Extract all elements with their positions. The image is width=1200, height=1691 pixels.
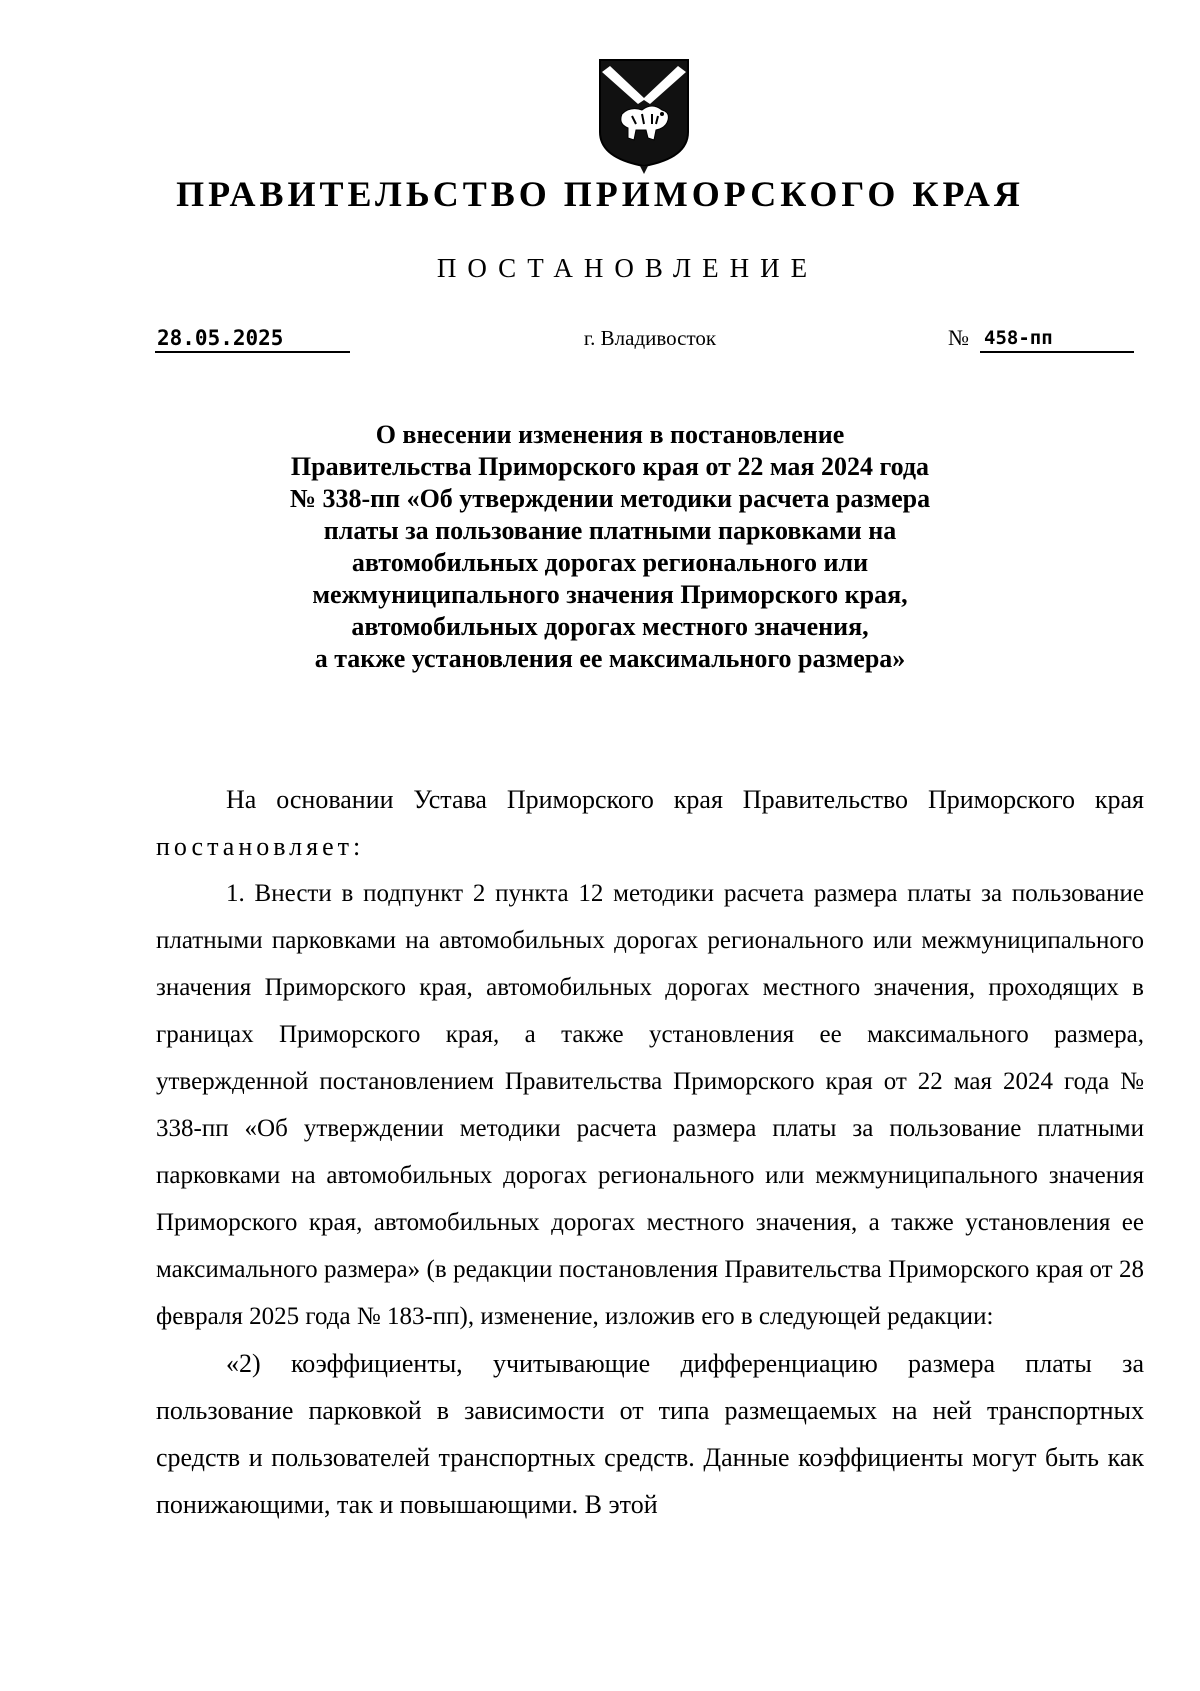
document-type: ПОСТАНОВЛЕНИЕ <box>436 253 819 283</box>
preamble-text: На основании Устава Приморского края Правительство Приморского края <box>226 785 1144 814</box>
body-paragraph: 1. Внести в подпункт 2 пункта 12 методики расчета размера платы за пользование платными парковками на автомобильных дорогах регионального или межмуниципального значения Приморского края, автомобильных дорогах местного значения, проходящих в границах Приморского края, а также установления ее максимального размера, утвержденной постановлением Правительства Приморского края от 22 мая 2024 года № 338-пп «Об утверждении методики расчета размера платы за пользование платными парковками на автомобильных дорогах регионального или межмуниципального значения Приморского края, автомобильных дорогах местного значения, а также установления ее максимального размера» (в редакции постановления Правительства Приморского края от 28 февраля 2025 года № 183-пп), изменение, изложив его в следующей редакции: <box>156 880 1144 1330</box>
title-line: межмуниципального значения Приморского края, <box>312 580 908 609</box>
document-date: 28.05.2025 <box>155 325 350 353</box>
title-line: платы за пользование платными парковками на <box>323 516 897 545</box>
title-line: а также установления ее максимального размера» <box>314 644 906 673</box>
body-paragraph <box>156 776 1144 870</box>
coat-of-arms-icon <box>596 58 692 176</box>
organization-title: ПРАВИТЕЛЬСТВО ПРИМОРСКОГО КРАЯ <box>176 174 1024 214</box>
document-number: 458-пп <box>980 325 1134 353</box>
document-title <box>250 419 970 675</box>
title-line: № 338-пп «Об утверждении методики расчета размера <box>289 484 931 513</box>
document-city: г. Владивосток <box>583 326 717 350</box>
title-line: автомобильных дорогах регионального или <box>351 548 869 577</box>
document-body <box>156 776 1144 1528</box>
title-line: Правительства Приморского края от 22 мая 2024 года <box>290 452 930 481</box>
body-paragraph: «2) коэффициенты, учитывающие дифференциацию размера платы за пользование парковкой в зависимости от типа размещаемых на ней транспортных средств и пользователей транспортных средств. Данные коэффициенты могут быть как понижающими, так и повышающими. В этой <box>156 1349 1144 1519</box>
title-line: автомобильных дорогах местного значения, <box>351 612 869 641</box>
number-label: № <box>948 325 969 350</box>
colon: : <box>353 832 361 861</box>
resolves-word: постановляет <box>156 832 354 861</box>
title-line: О внесении изменения в постановление <box>375 420 845 449</box>
